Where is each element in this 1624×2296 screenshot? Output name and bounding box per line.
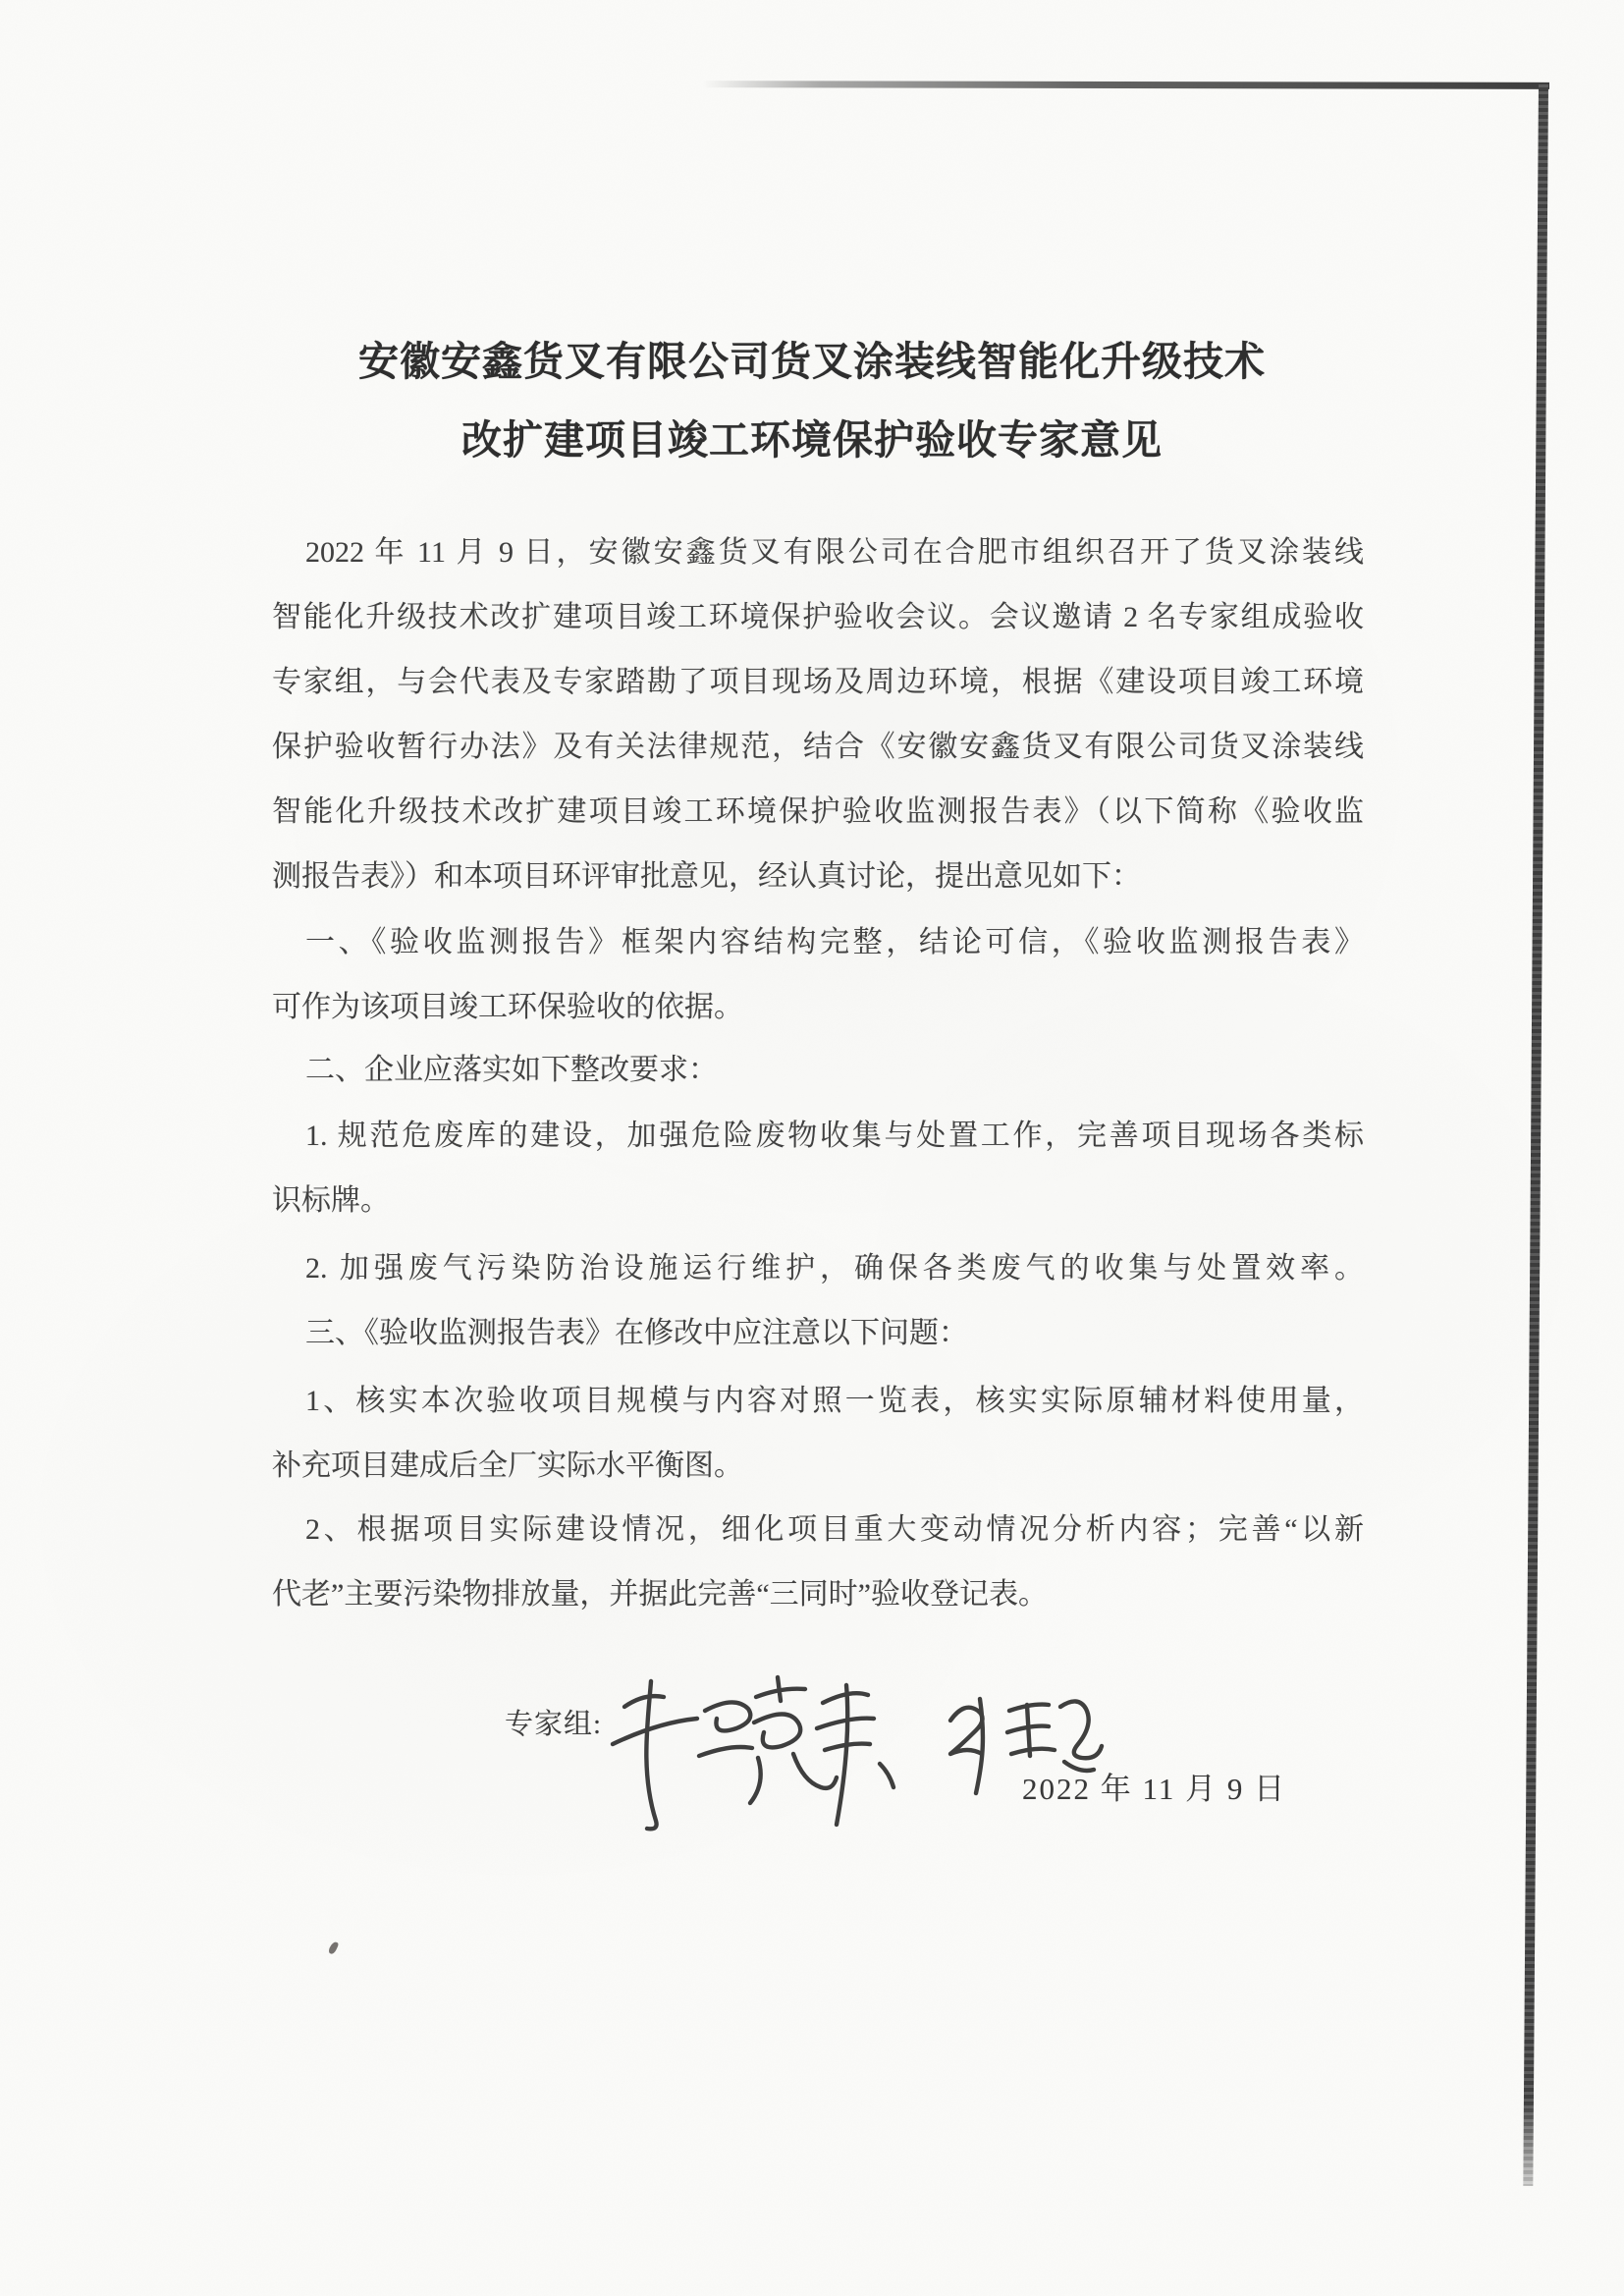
text-line: 1. 规范危废库的建设，加强危险废物收集与处置工作，完善项目现场各类标 — [305, 1120, 1364, 1152]
text-line: 2. 加强废气污染防治设施运行维护，确保各类废气的收集与处置效率。 — [305, 1252, 1364, 1285]
text-line: 2、根据项目实际建设情况，细化项目重大变动情况分析内容；完善“以新 — [305, 1513, 1364, 1546]
scan-edge-right-line — [1523, 84, 1548, 2186]
document-title — [257, 322, 1367, 479]
paragraph-item-3-sub1 — [272, 1369, 1364, 1499]
paragraph-item-2-sub2 — [272, 1236, 1364, 1301]
text-line: 二、企业应落实如下整改要求： — [305, 1054, 718, 1086]
ink-speck-artifact — [328, 1941, 340, 1955]
signature-date: 2022 年 11 月 9 日 — [1022, 1772, 1287, 1806]
separator-mark — [880, 1764, 893, 1787]
text-line: 可作为该项目竣工环保验收的依据。 — [272, 991, 743, 1023]
scan-edge-top-line — [703, 81, 1549, 89]
text-line: 1、核实本次验收项目规模与内容对照一览表，核实实际原辅材料使用量， — [305, 1385, 1364, 1417]
text-line: 三、《验收监测报告表》在修改中应注意以下问题： — [305, 1317, 968, 1349]
text-line: 代老”主要污染物排放量，并据此完善“三同时”验收登记表。 — [272, 1578, 1048, 1611]
expert-group-label: 专家组: — [505, 1709, 603, 1740]
paragraph-item-2-sub1 — [272, 1104, 1364, 1233]
document-title-line1: 安徽安鑫货叉有限公司货叉涂装线智能化升级技术 — [358, 339, 1266, 384]
handwritten-signatures — [589, 1638, 1139, 1844]
text-line: 测报告表》）和本项目环评审批意见，经认真讨论，提出意见如下： — [272, 860, 1141, 893]
text-line: 2022 年 11 月 9 日，安徽安鑫货叉有限公司在合肥市组织召开了货叉涂装线 — [305, 536, 1364, 569]
document-title-line2: 改扩建项目竣工环境保护验收专家意见 — [461, 417, 1163, 463]
signature-1 — [613, 1677, 874, 1829]
text-line: 保护验收暂行办法》及有关法律规范，结合《安徽安鑫货叉有限公司货叉涂装线 — [272, 731, 1364, 763]
paragraph-item-2 — [272, 1038, 1364, 1103]
text-line: 识标牌。 — [272, 1184, 390, 1217]
paragraph-item-3-sub2 — [272, 1498, 1364, 1627]
paragraph-item-3 — [272, 1301, 1364, 1366]
paragraph-item-1 — [272, 910, 1364, 1040]
text-line: 专家组，与会代表及专家踏勘了项目现场及周边环境，根据《建设项目竣工环境 — [272, 666, 1364, 698]
paragraph-intro — [272, 520, 1364, 909]
text-line: 补充项目建成后全厂实际水平衡图。 — [272, 1449, 743, 1482]
text-line: 智能化升级技术改扩建项目竣工环境保护验收会议。会议邀请 2 名专家组成验收 — [272, 601, 1364, 633]
text-line: 智能化升级技术改扩建项目竣工环境保护验收监测报告表》（以下简称《验收监 — [272, 795, 1364, 828]
text-line: 一、《验收监测报告》框架内容结构完整，结论可信，《验收监测报告表》 — [305, 926, 1364, 958]
